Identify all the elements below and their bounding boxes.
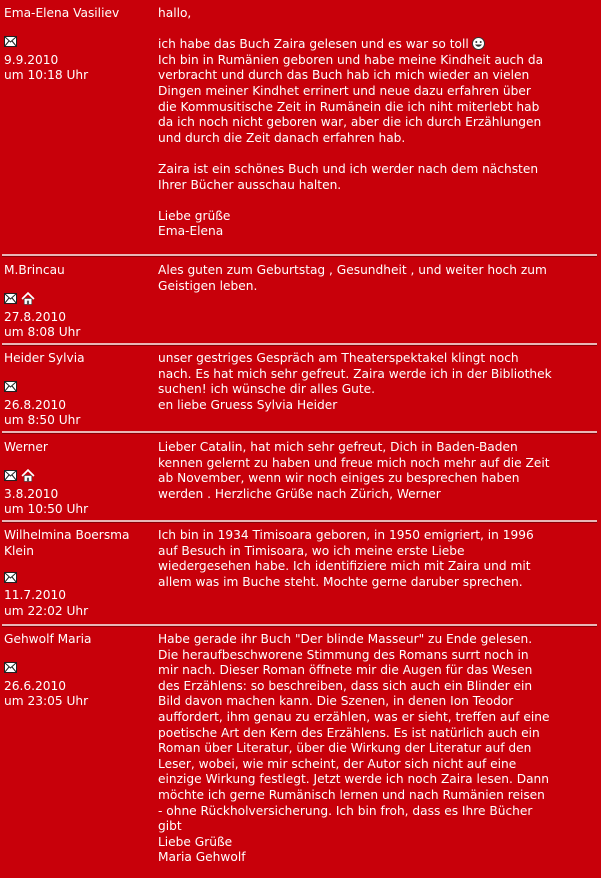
mail-icon[interactable]	[4, 293, 17, 304]
message-line: suchen! ich wünsche dir alles Gute.	[158, 382, 376, 397]
message-line: unser gestriges Gespräch am Theaterspektakel klingt noch	[158, 351, 519, 365]
entry-message	[154, 263, 596, 341]
mail-icon[interactable]	[4, 662, 17, 673]
message-line: ich habe das Buch Zaira gelesen und es war so toll	[158, 37, 596, 53]
entry-author-column	[0, 351, 154, 429]
message-line: möchte ich gerne Rumänisch lernen und nach Rumänien reisen	[158, 787, 545, 802]
entry-message	[154, 440, 596, 518]
entry-message	[154, 6, 596, 240]
message-line: Dingen meiner Kindhet errinert und neue dazu erfahren über	[158, 83, 531, 98]
author-name: Wilhelmina Boersma Klein	[4, 528, 130, 558]
entry-time: um 22:02 Uhr	[4, 603, 89, 618]
message-line: werden . Herzliche Grüße nach Zürich, Werner	[158, 486, 441, 501]
message-line: wiedergesehen habe. Ich identifiziere mich mit Zaira und mit	[158, 559, 531, 574]
message-line: en liebe Gruess Sylvia Heider	[158, 397, 338, 412]
author-links	[4, 292, 154, 306]
message-line: Ihrer Bücher ausschau halten.	[158, 177, 342, 192]
author-links	[4, 570, 154, 584]
message-line: mir nach. Dieser Roman öffnete mir die Augen für das Wesen	[158, 663, 533, 678]
entry-date: 11.7.2010	[4, 588, 67, 603]
entry-date: 26.6.2010	[4, 678, 67, 693]
message-line: allem was im Buche steht. Mochte gerne daruber sprechen.	[158, 574, 523, 589]
message-line: einzige Wirkung festlegt. Jetzt werde ich noch Zaira lesen. Dann	[158, 772, 550, 787]
entry-time: um 8:08 Uhr	[4, 325, 81, 340]
message-line: hallo,	[158, 6, 192, 20]
message-line: Ales guten zum Geburtstag , Gesundheit , und weiter hoch zum	[158, 263, 547, 277]
message-line: ab November, wenn wir noch einiges zu besprechen haben	[158, 471, 520, 486]
entry-author-column	[0, 440, 154, 518]
entry-message	[154, 632, 596, 866]
entry-date: 27.8.2010	[4, 309, 67, 324]
message-line: poetische Art den Kern des Erzählens. Es ist natürlich auch ein	[158, 725, 540, 740]
message-line: Leser, wobei, wie mir scheint, der Autor sich nicht auf eine	[158, 756, 517, 771]
message-line: da ich noch nicht geboren war, aber die ich durch Erzählungen	[158, 115, 542, 130]
message-line: Ema-Elena	[158, 224, 224, 239]
entry-separator	[2, 343, 597, 346]
mail-icon[interactable]	[4, 470, 17, 481]
entry-date: 3.8.2010	[4, 486, 59, 501]
home-icon[interactable]	[21, 292, 35, 305]
message-line: Ich bin in Rumänien geboren und habe meine Kindheit auch da	[158, 52, 544, 67]
author-links	[4, 380, 154, 394]
author-name: M.Brincau	[4, 263, 65, 277]
smiley-icon	[472, 37, 485, 50]
message-line: gibt	[158, 819, 182, 834]
message-line: des Erzählens: so beschreiben, dass sich auch ein Blinder ein	[158, 678, 533, 693]
message-line: nach. Es hat mich sehr gefreut. Zaira werde ich in der Bibliothek	[158, 366, 552, 381]
message-line: Habe gerade ihr Buch "Der blinde Masseur" zu Ende gelesen.	[158, 632, 533, 646]
guestbook-entry	[0, 632, 596, 866]
entry-time: um 10:18 Uhr	[4, 68, 89, 83]
author-name: Werner	[4, 440, 48, 454]
message-line: Die heraufbeschworene Stimmung des Romans surrt noch in	[158, 647, 529, 662]
entry-message	[154, 528, 596, 619]
message-line: kennen gelernt zu haben und freue mich noch mehr auf die Zeit	[158, 455, 550, 470]
message-line: Liebe Grüße	[158, 834, 233, 849]
mail-icon[interactable]	[4, 36, 17, 47]
message-line: Liebe grüße	[158, 208, 231, 223]
guestbook-entry	[0, 351, 596, 429]
guestbook-entry	[0, 263, 596, 341]
entry-date: 9.9.2010	[4, 52, 59, 67]
message-line: Maria Gehwolf	[158, 850, 246, 865]
author-name: Heider Sylvia	[4, 351, 85, 365]
message-line: Roman über Literatur, über die Wirkung der Literatur auf den	[158, 741, 532, 756]
guestbook-entry	[0, 6, 596, 240]
guestbook-entry	[0, 440, 596, 518]
home-icon[interactable]	[21, 469, 35, 482]
entry-time: um 10:50 Uhr	[4, 502, 89, 517]
entry-time: um 8:50 Uhr	[4, 413, 81, 428]
entry-date: 26.8.2010	[4, 397, 67, 412]
message-line: - ohne Rückholversicherung. Ich bin froh, dass es Ihre Bücher	[158, 803, 533, 818]
mail-icon[interactable]	[4, 381, 17, 392]
entry-author-column	[0, 263, 154, 341]
entry-message	[154, 351, 596, 429]
entry-separator	[2, 254, 597, 257]
message-line: Zaira ist ein schönes Buch und ich werder nach dem nächsten	[158, 161, 539, 176]
author-links	[4, 35, 154, 49]
entry-author-column	[0, 632, 154, 866]
entry-separator	[2, 520, 597, 523]
entry-author-column	[0, 6, 154, 240]
author-name: Gehwolf Maria	[4, 632, 92, 646]
guestbook-entry	[0, 528, 596, 619]
message-line: auffordert, ihm genau zu erzählen, was er sieht, treffen auf eine	[158, 709, 550, 724]
message-line: und durch die Zeit danach erfahren hab.	[158, 130, 406, 145]
author-name: Ema-Elena Vasiliev	[4, 6, 120, 20]
entry-separator	[2, 624, 597, 627]
author-links	[4, 469, 154, 483]
entry-time: um 23:05 Uhr	[4, 694, 89, 709]
message-line: Ich bin in 1934 Timisoara geboren, in 1950 emigriert, in 1996	[158, 528, 534, 542]
message-line: Lieber Catalin, hat mich sehr gefreut, Dich in Baden-Baden	[158, 440, 518, 454]
message-line: auf Besuch in Timisoara, wo ich meine erste Liebe	[158, 543, 465, 558]
author-links	[4, 661, 154, 675]
entry-separator	[2, 431, 597, 434]
message-line: Geistigen leben.	[158, 278, 258, 293]
message-line: verbracht und durch das Buch hab ich mich wieder an vielen	[158, 68, 530, 83]
entry-author-column	[0, 528, 154, 619]
mail-icon[interactable]	[4, 572, 17, 583]
message-line: Bild davon machen kann. Die Szenen, in denen Ion Teodor	[158, 694, 514, 709]
message-line: die Kommusitische Zeit in Rumänein die ich niht miterlebt hab	[158, 99, 540, 114]
